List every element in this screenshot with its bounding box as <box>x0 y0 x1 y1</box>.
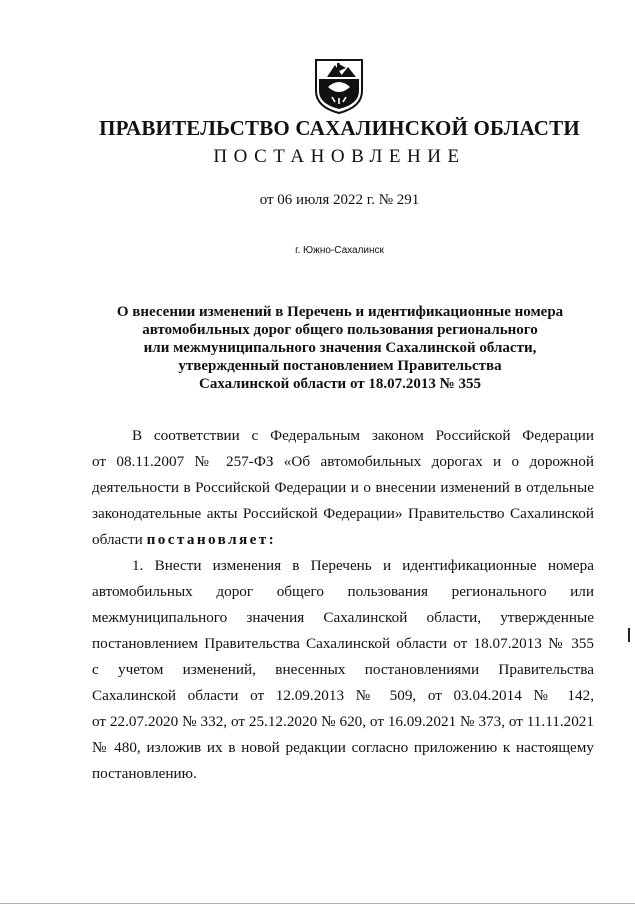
document-body <box>92 423 594 787</box>
coat-of-arms-icon <box>313 57 365 115</box>
subject-line: утвержденный постановлением Правительства <box>178 358 502 374</box>
document-type: ПОСТАНОВЛЕНИЕ <box>213 146 466 167</box>
subject-line: автомобильных дорог общего пользования регионального <box>142 322 538 338</box>
body-line: автомобильных дорог общего пользования регионального или <box>92 583 594 600</box>
body-line: постановлению. <box>92 765 197 782</box>
body-line: законодательные акты Российской Федерации» Правительство Сахалинской <box>92 505 594 522</box>
body-line-prefix: области <box>92 531 147 548</box>
body-line: постановлением Правительства Сахалинской области от 18.07.2013 № 355 <box>92 635 594 652</box>
body-line: № 480, изложив их в новой редакции согласно приложению к настоящему <box>92 739 594 756</box>
subject-line: или межмуниципального значения Сахалинской области, <box>143 340 537 356</box>
body-line: с учетом изменений, внесенных постановлениями Правительства <box>92 661 594 678</box>
document-city: г. Южно-Сахалинск <box>295 245 384 256</box>
body-line: межмуниципального значения Сахалинской области, утвержденные <box>92 609 594 626</box>
body-line-decree <box>92 527 594 553</box>
page-bottom-edge <box>0 903 635 904</box>
decree-word: постановляет: <box>146 531 277 548</box>
body-line: деятельности в Российской Федерации и о внесении изменений в отдельные <box>92 479 594 496</box>
body-line: от 22.07.2020 № 332, от 25.12.2020 № 620, от 16.09.2021 № 373, от 11.11.2021 <box>92 713 594 730</box>
government-title: ПРАВИТЕЛЬСТВО САХАЛИНСКОЙ ОБЛАСТИ <box>99 116 580 140</box>
subject-line: Сахалинской области от 18.07.2013 № 355 <box>199 376 481 392</box>
scan-mark <box>628 628 630 642</box>
body-line: Сахалинской области от 12.09.2013 № 509, от 03.04.2014 № 142, <box>92 687 594 704</box>
body-line: от 08.11.2007 № 257-ФЗ «Об автомобильных дорогах и о дорожной <box>92 453 594 470</box>
body-line: В соответствии с Федеральным законом Российской Федерации <box>132 427 594 444</box>
document-subject <box>70 303 610 393</box>
subject-line: О внесении изменений в Перечень и идентификационные номера <box>116 304 564 320</box>
body-line: 1. Внести изменения в Перечень и идентификационные номера <box>132 557 594 574</box>
document-date-number: от 06 июля 2022 г. № 291 <box>259 192 420 208</box>
